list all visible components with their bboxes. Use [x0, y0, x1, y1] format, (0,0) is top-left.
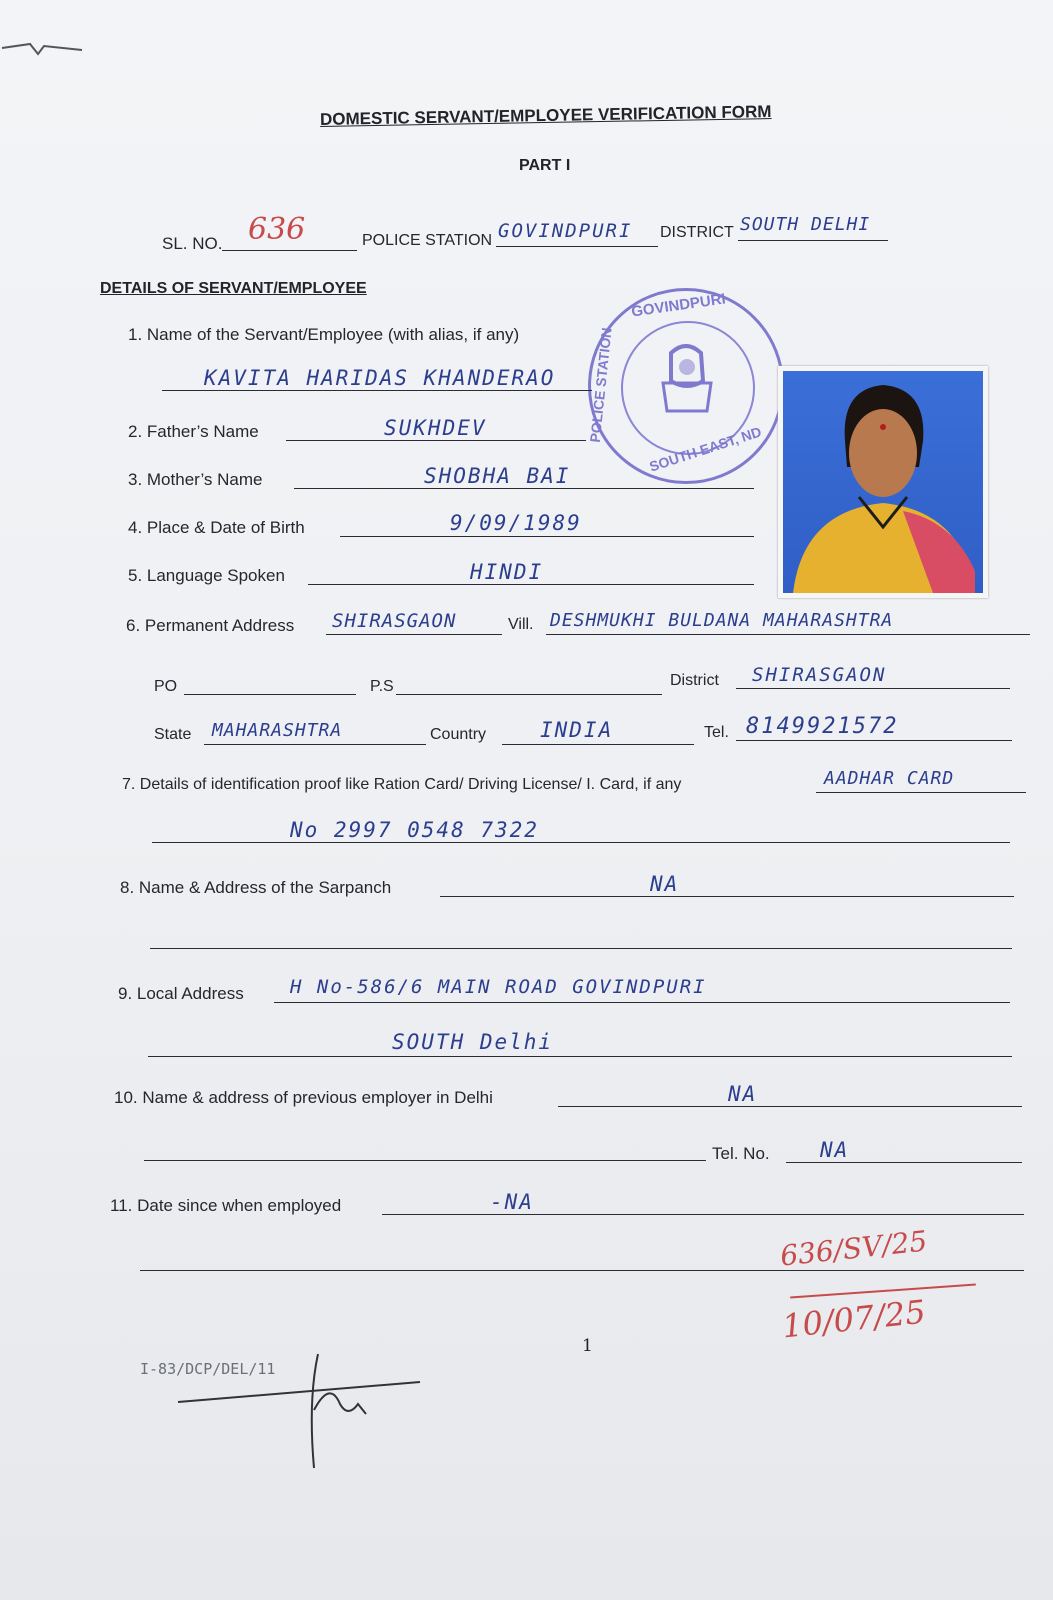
field-6-value-b: DESHMUKHI BULDANA MAHARASHTRA [550, 610, 894, 631]
field-4-label: 4. Place & Date of Birth [128, 518, 305, 537]
district-label: DISTRICT [660, 224, 734, 241]
field-7-value-a: AADHAR CARD [824, 768, 955, 789]
page-number: 1 [582, 1336, 593, 1356]
sl-no-label: SL. NO. [162, 234, 223, 253]
field-3-value: SHOBHA BAI [424, 464, 571, 488]
country-value: INDIA [540, 718, 614, 742]
stamp-left-text: POLICE STATION [586, 326, 615, 444]
field-4-value: 9/09/1989 [450, 511, 582, 535]
field-6-label: 6. Permanent Address [126, 616, 295, 635]
signature [170, 1340, 430, 1470]
field-11-label: 11. Date since when employed [110, 1196, 342, 1215]
tel-no-value: NA [820, 1138, 850, 1162]
field-11-value: -NA [490, 1190, 534, 1214]
field-2-value: SUKHDEV [384, 416, 487, 440]
field-9-value-b: SOUTH Delhi [392, 1030, 554, 1054]
part-heading: PART I [519, 157, 571, 174]
vill-label: Vill. [508, 616, 534, 633]
tel-no-label: Tel. No. [712, 1144, 770, 1163]
reference-number: 636/SV/25 [778, 1224, 929, 1273]
po-label: PO [154, 678, 178, 695]
section-heading: DETAILS OF SERVANT/EMPLOYEE [100, 280, 367, 297]
field-7-label: 7. Details of identification proof like Ration Card/ Driving License/ I. Card, if any [122, 776, 682, 793]
stamp-top-text: GOVINDPURI [630, 290, 727, 321]
field-5-value: HINDI [470, 560, 544, 584]
police-station-value: GOVINDPURI [498, 220, 633, 242]
field-1-value: KAVITA HARIDAS KHANDERAO [204, 366, 556, 390]
field-8-label: 8. Name & Address of the Sarpanch [120, 878, 392, 897]
field-6-value-a: SHIRASGAON [332, 610, 457, 632]
police-station-label: POLICE STATION [362, 232, 493, 249]
form-title: DOMESTIC SERVANT/EMPLOYEE VERIFICATION FORM [319, 102, 772, 129]
field-7-value-b: No 2997 0548 7322 [290, 818, 539, 842]
field-5-label: 5. Language Spoken [128, 566, 285, 585]
employee-photo [778, 366, 988, 598]
district2-value: SHIRASGAON [752, 664, 887, 686]
field-8-value: NA [650, 872, 680, 896]
field-3-label: 3. Mother’s Name [128, 470, 263, 489]
state-label: State [154, 726, 192, 743]
tel-label: Tel. [704, 724, 729, 741]
reference-date: 10/07/25 [780, 1292, 928, 1346]
stamp-bottom-text: SOUTH EAST, ND [647, 423, 764, 475]
ps-label: P.S [370, 678, 394, 695]
state-value: MAHARASHTRA [212, 720, 343, 741]
field-1-label: 1. Name of the Servant/Employee (with alias, if any) [128, 325, 520, 344]
district-value: SOUTH DELHI [740, 214, 871, 235]
corner-scribble [0, 30, 90, 70]
country-label: Country [430, 726, 487, 743]
field-2-label: 2. Father’s Name [128, 422, 259, 441]
footer-code: I-83/DCP/DEL/11 [140, 1360, 276, 1378]
district2-label: District [670, 672, 719, 689]
tel-value: 8149921572 [746, 714, 899, 739]
sl-no-value: 636 [248, 212, 306, 247]
field-10-label: 10. Name & address of previous employer in Delhi [114, 1088, 493, 1107]
field-9-label: 9. Local Address [118, 984, 244, 1003]
field-10-value: NA [728, 1082, 758, 1106]
field-9-value-a: H No-586/6 MAIN ROAD GOVINDPURI [290, 976, 707, 998]
police-stamp [588, 288, 784, 484]
